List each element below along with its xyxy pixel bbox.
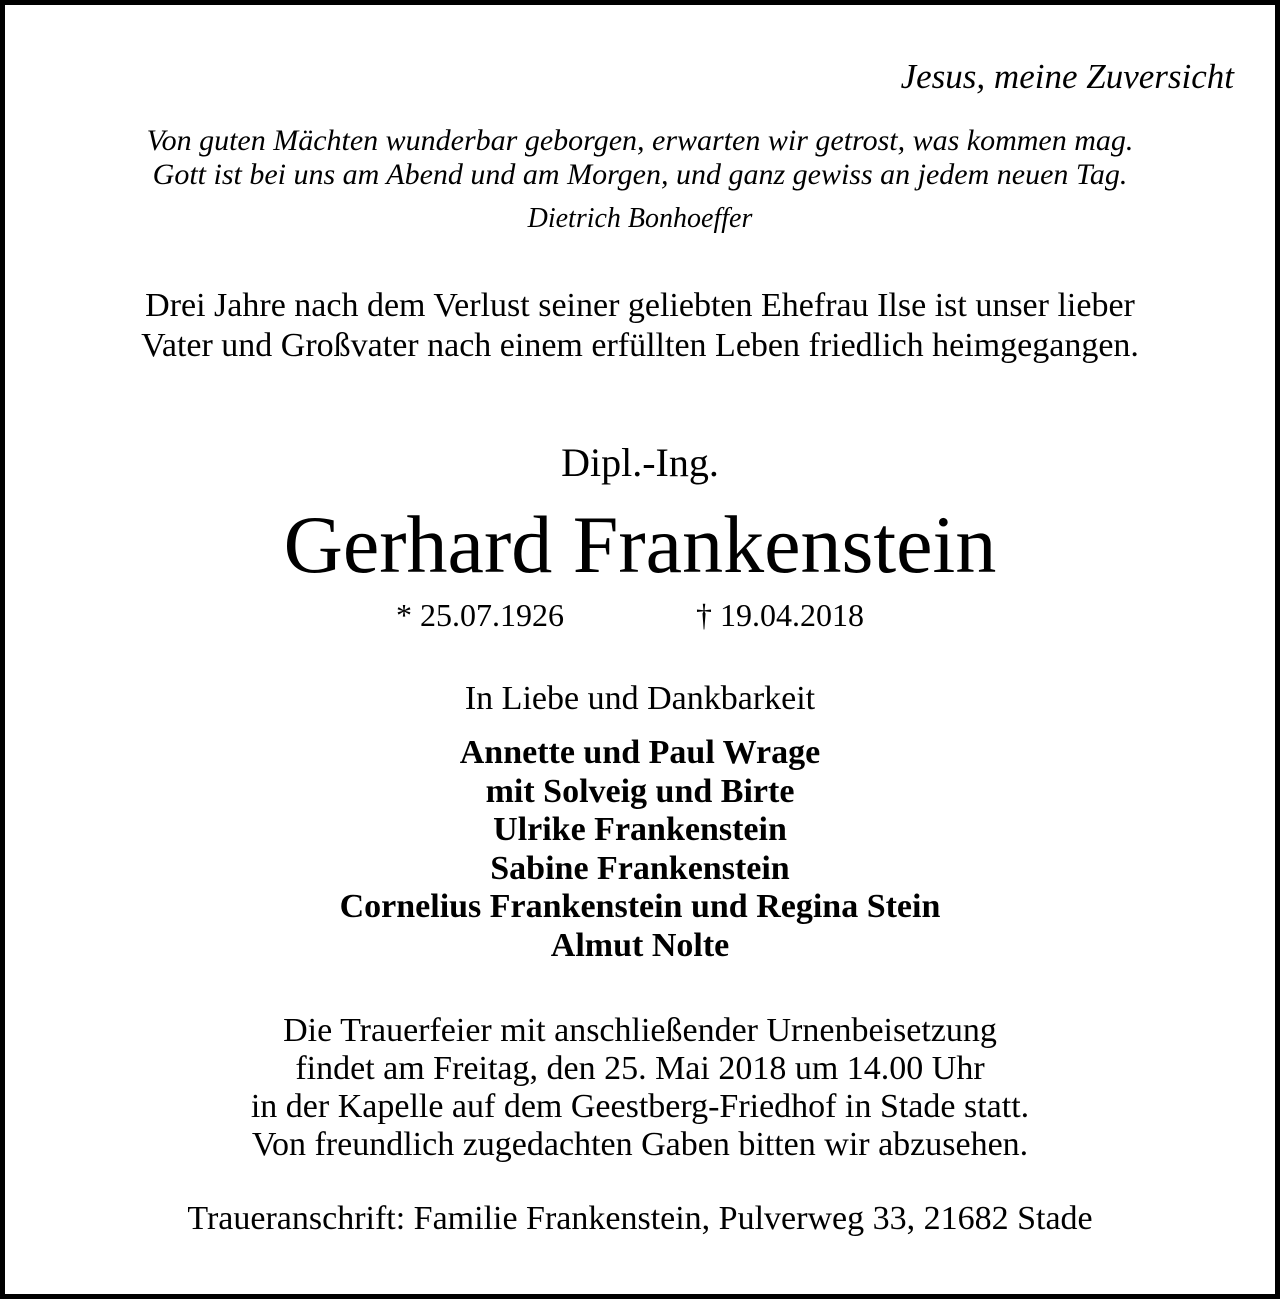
ceremony-info [0,1012,1280,1164]
mourner-line: Sabine Frankenstein [490,849,790,887]
mourners-list [0,734,1280,966]
life-dates [0,595,1280,635]
death-date: † 19.04.2018 [696,597,864,633]
ceremony-line: Von freundlich zugedachten Gaben bitten wir abzusehen. [251,1126,1029,1163]
quote-line: Von guten Mächten wunderbar geborgen, erwarten wir getrost, was kommen mag. [146,124,1134,157]
deceased-name: Gerhard Frankenstein [283,499,997,590]
ceremony-line: Die Trauerfeier mit anschließender Urnenbeisetzung [283,1012,997,1049]
mourner-line: Almut Nolte [550,926,730,964]
dedication: In Liebe und Dankbarkeit [464,680,816,717]
intro-line: Vater und Großvater nach einem erfüllten Leben friedlich heimgegangen. [141,327,1139,364]
mourner-line: Cornelius Frankenstein und Regina Stein [339,888,941,926]
quote-line: Gott ist bei uns am Abend und am Morgen, und ganz gewiss an jedem neuen Tag. [152,158,1128,191]
mourning-address: Traueranschrift: Familie Frankenstein, Pulverweg 33, 21682 Stade [187,1200,1093,1237]
mourner-line: Ulrike Frankenstein [493,811,787,849]
birth-date: * 25.07.1926 [396,597,564,633]
mourner-line: Annette und Paul Wrage [459,734,821,771]
quote-author: Dietrich Bonhoeffer [527,203,753,234]
intro-line: Drei Jahre nach dem Verlust seiner geliebten Ehefrau Ilse ist unser lieber [145,287,1135,324]
academic-title: Dipl.-Ing. [561,440,719,485]
mourner-line: mit Solveig und Birte [485,772,795,810]
motto: Jesus, meine Zuversicht [900,57,1234,96]
ceremony-line: in der Kapelle auf dem Geestberg-Friedhof in Stade statt. [250,1088,1030,1125]
ceremony-line: findet am Freitag, den 25. Mai 2018 um 14.00 Uhr [295,1050,985,1087]
